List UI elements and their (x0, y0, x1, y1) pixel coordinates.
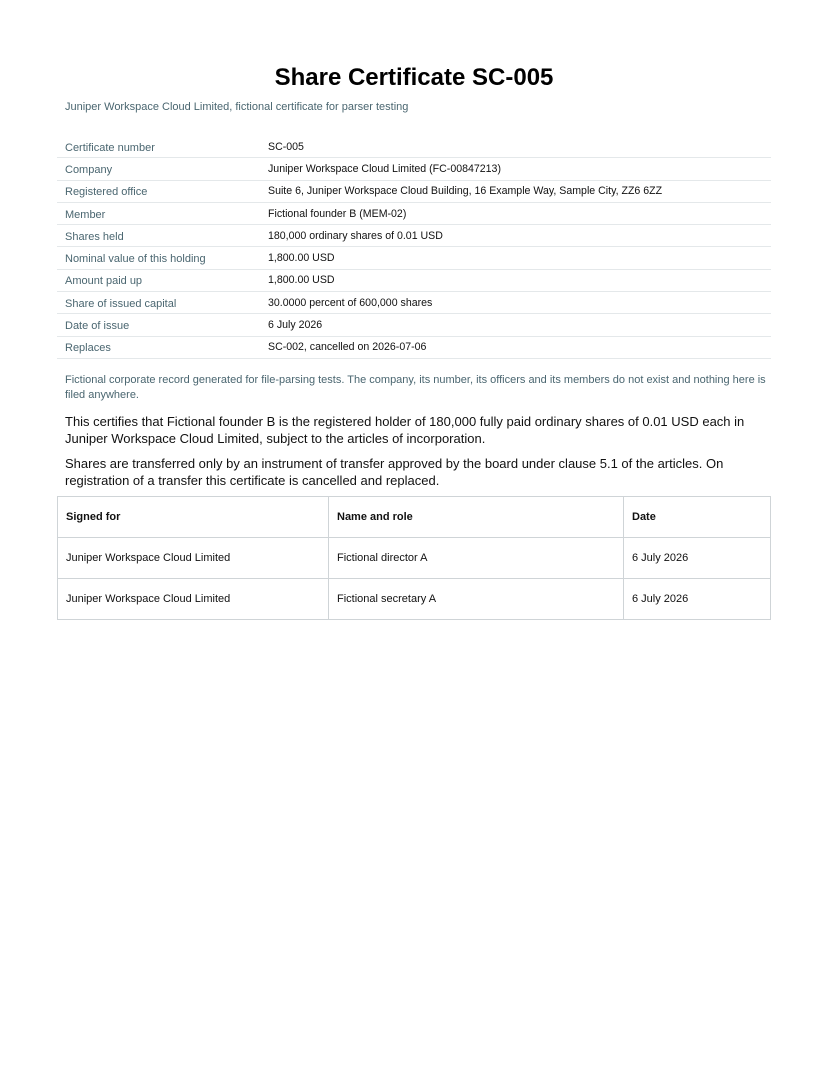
fictional-notice: Fictional corporate record generated for file-parsing tests. The company, its number, its officers and its members do not exist and nothing here is filed anywhere. (65, 373, 766, 401)
certificate-page (57, 62, 771, 620)
details-label: Certificate number (57, 136, 260, 158)
details-label: Registered office (57, 180, 260, 202)
details-row-share-of-capital (57, 292, 771, 314)
details-row-nominal-value (57, 247, 771, 269)
details-label: Share of issued capital (57, 292, 260, 314)
table-row (58, 537, 771, 578)
details-row-amount-paid (57, 269, 771, 291)
signed-for-cell: Juniper Workspace Cloud Limited (58, 537, 329, 578)
details-value: SC-005 (260, 136, 771, 158)
date-cell: 6 July 2026 (624, 537, 771, 578)
details-row-company (57, 158, 771, 180)
details-label: Company (57, 158, 260, 180)
details-label: Member (57, 202, 260, 224)
date-cell: 6 July 2026 (624, 578, 771, 619)
page-title: Share Certificate SC-005 (274, 64, 554, 91)
transfer-paragraph: Shares are transferred only by an instrument of transfer approved by the board under clause 5.1 of the articles. On registration of a transfer this certificate is cancelled and replaced. (65, 455, 724, 488)
details-label: Shares held (57, 225, 260, 247)
column-header-date: Date (624, 496, 771, 537)
details-label: Amount paid up (57, 269, 260, 291)
details-value: Suite 6, Juniper Workspace Cloud Building, 16 Example Way, Sample City, ZZ6 6ZZ (260, 180, 771, 202)
details-row-date-of-issue (57, 314, 771, 336)
details-value: Fictional founder B (MEM-02) (260, 202, 771, 224)
column-header-signed-for: Signed for (58, 496, 329, 537)
column-header-name-and-role: Name and role (329, 496, 624, 537)
details-row-replaces (57, 336, 771, 358)
details-value: 6 July 2026 (260, 314, 771, 336)
details-value: 180,000 ordinary shares of 0.01 USD (260, 225, 771, 247)
certificate-details-table (57, 136, 771, 359)
name-and-role-cell: Fictional director A (329, 537, 624, 578)
certification-paragraph: This certifies that Fictional founder B is the registered holder of 180,000 fully paid ordinary shares of 0.01 USD each in Juniper Workspace Cloud Limited, subject to the articles of incorporation. (65, 413, 745, 446)
signed-for-cell: Juniper Workspace Cloud Limited (58, 578, 329, 619)
details-value: 1,800.00 USD (260, 269, 771, 291)
details-row-registered-office (57, 180, 771, 202)
signatures-table (57, 496, 771, 620)
page-subtitle: Juniper Workspace Cloud Limited, fictional certificate for parser testing (65, 101, 409, 113)
details-row-member (57, 202, 771, 224)
details-label: Replaces (57, 336, 260, 358)
details-label: Date of issue (57, 314, 260, 336)
details-row-certificate-number (57, 136, 771, 158)
details-row-shares-held (57, 225, 771, 247)
details-label: Nominal value of this holding (57, 247, 260, 269)
details-value: 1,800.00 USD (260, 247, 771, 269)
details-value: 30.0000 percent of 600,000 shares (260, 292, 771, 314)
details-value: SC-002, cancelled on 2026-07-06 (260, 336, 771, 358)
table-row (58, 578, 771, 619)
name-and-role-cell: Fictional secretary A (329, 578, 624, 619)
signatures-header-row (58, 496, 771, 537)
details-value: Juniper Workspace Cloud Limited (FC-00847213) (260, 158, 771, 180)
